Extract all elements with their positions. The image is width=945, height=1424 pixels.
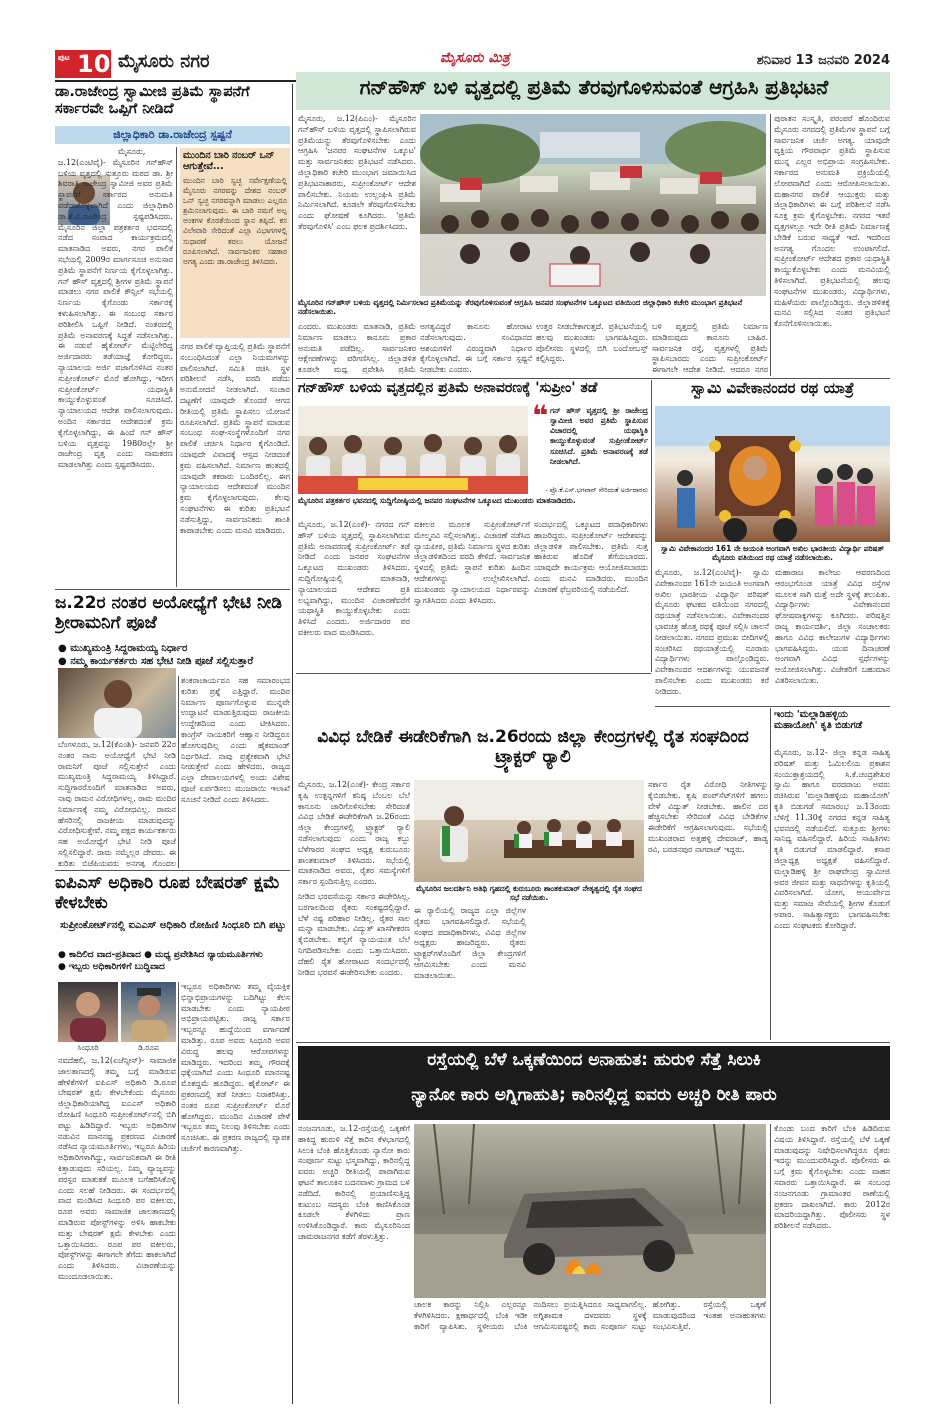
left-story1-headline: ಡಾ.ರಾಜೇಂದ್ರ ಸ್ವಾಮೀಜಿ ಪ್ರತಿಮೆ ಸ್ಥಾಪನೆಗೆ ಸರ್ಕಾರವೇ ಒಪ್ಪಿಗೆ ನೀಡಿದೆ xyxy=(55,84,250,117)
tractor-col1: ಮೈಸೂರು, ಜ.12(ಎಂಕೆ)- ಕೇಂದ್ರ ಸರ್ಕಾರ ಕೃಷಿ ಉತ್ಪನ್ನಗಳಿಗೆ ಕನಿಷ್ಠ ಬೆಂಬಲ ಬೆಲೆ ಕಾನೂನು ಜಾರಿಗೊಳಿಸಬೇಕು ಸೇರಿದಂತೆ ವಿವಿಧ ಬೇಡಿಕೆ ಈಡೇರಿಕೆಗಾಗಿ ಜ.26ರಂದು ಜಿಲ್ಲಾ ಕೇಂದ್ರಗಳಲ್ಲಿ ಟ್ರ್ಯಾಕ್ಟರ್ ರ್‍ಯಾಲಿ ನಡೆಸಲಾಗುವುದು ಎಂದು ರಾಜ್ಯ ಕಬ್ಬು ಬೆಳೆಗಾರರ ಸಂಘದ ಅಧ್ಯಕ್ಷ ಕುರುಬೂರು ಶಾಂತಕುಮಾರ್ ತಿಳಿಸಿದರು. ಸಭೆಯಲ್ಲಿ ಮಾತನಾಡಿದ ಅವರು, ರೈತರ ಸಮಸ್ಯೆಗಳಿಗೆ ಸರ್ಕಾರ ಸ್ಪಂದಿಸುತ್ತಿಲ್ಲ ಎಂದರು. xyxy=(298,780,410,887)
ratha-col1: ಮೈಸೂರು, ಜ.12(ಎಂಟಿವೈ)- ಸ್ವಾಮಿ ವಿವೇಕಾನಂದರ 161ನೇ ಜಯಂತಿ ಅಂಗವಾಗಿ ಅಖಿಲ ಭಾರತೀಯ ವಿದ್ಯಾರ್ಥಿ ಪರಿಷತ್ ಮೈಸೂರು ಘಟಕದ ವತಿಯಿಂದ ನಗರದಲ್ಲಿ ರಥಯಾತ್ರೆ ನಡೆಸಲಾಯಿತು. ವಿವೇಕಾನಂದರ ಭಾವಚಿತ್ರ ಹೊತ್ತ ರಥಕ್ಕೆ ಪೂಜೆ ಸಲ್ಲಿಸಿ ಚಾಲನೆ ನೀಡಲಾಯಿತು. ನಗರದ ಪ್ರಮುಖ ಬೀದಿಗಳಲ್ಲಿ ಸಂಚರಿಸಿದ ರಥಯಾತ್ರೆಯಲ್ಲಿ ನೂರಾರು ವಿದ್ಯಾರ್ಥಿಗಳು ಪಾಲ್ಗೊಂಡಿದ್ದರು. ವಿವೇಕಾನಂದರ ಆದರ್ಶಗಳನ್ನು ಯುವಜನತೆ ಪಾಲಿಸಬೇಕು ಎಂದು ಮುಖಂಡರು ಕರೆ ನೀಡಿದರು. xyxy=(655,568,769,696)
car-headline-line2: ನ್ಯಾನೋ ಕಾರು ಅಗ್ನಿಗಾಹುತಿ; ಕಾರಿನಲ್ಲಿದ್ದ ಐವರು ಅಚ್ಚರಿ ರೀತಿ ಪಾರು xyxy=(411,1085,777,1105)
left-story3-body: ನವದೆಹಲಿ, ಜ.12(ಏಜೆನ್ಸೀಸ್)- ಸಾಮಾಜಿಕ ಜಾಲತಾಣದಲ್ಲಿ ತಮ್ಮ ಬಗ್ಗೆ ಮಾಡಿರುವ ಹೇಳಿಕೆಗಳಿಗೆ ಐಪಿಎಸ್ ಅಧಿಕಾರಿ ಡಿ.ರೂಪ ಬೇಷರತ್ ಕ್ಷಮೆ ಕೇಳಬೇಕೆಂದು ಮೈಸೂರು ಜಿಲ್ಲಾಧಿಕಾರಿಯಾಗಿದ್ದ ಐಎಎಸ್ ಅಧಿಕಾರಿ ರೋಹಿಣಿ ಸಿಂಧೂರಿ ಸುಪ್ರೀಂಕೋರ್ಟ್‌ನಲ್ಲಿ ಬಿಗಿ ಪಟ್ಟು ಹಿಡಿದಿದ್ದಾರೆ. ಇಬ್ಬರು ಅಧಿಕಾರಿಗಳ ನಡುವಿನ ಮಾನನಷ್ಟ ಪ್ರಕರಣದ ವಿಚಾರಣೆ ನಡೆಸಿದ ನ್ಯಾಯಮೂರ್ತಿಗಳು, ಇಬ್ಬರೂ ಹಿರಿಯ ಅಧಿಕಾರಿಗಳಾಗಿದ್ದು, ಸಾರ್ವಜನಿಕವಾಗಿ ಈ ರೀತಿ ಕಿತ್ತಾಡುವುದು ಸರಿಯಲ್ಲ. ನಿಮ್ಮ ವ್ಯಾಜ್ಯವನ್ನು ಪರಸ್ಪರ ಮಾತುಕತೆ ಮೂಲಕ ಬಗೆಹರಿಸಿಕೊಳ್ಳಿ ಎಂದು ಸಲಹೆ ನೀಡಿದರು. ಈ ಸಂದರ್ಭದಲ್ಲಿ ವಾದ ಮಂಡಿಸಿದ ಸಿಂಧೂರಿ ಪರ ವಕೀಲರು, ರೂಪ ಅವರು ಸಾಮಾಜಿಕ ಜಾಲತಾಣದಲ್ಲಿ ಮಾಡಿರುವ ಪೋಸ್ಟ್‌ಗಳನ್ನು ಅಳಿಸಿ ಹಾಕಬೇಕು ಮತ್ತು ಬೇಷರತ್ ಕ್ಷಮೆ ಕೇಳಬೇಕು ಎಂದು ಒತ್ತಾಯಿಸಿದರು. ರೂಪ ಪರ ವಕೀಲರು, ಪೋಸ್ಟ್‌ಗಳನ್ನು ಈಗಾಗಲೇ ತೆಗೆದು ಹಾಕಲಾಗಿದೆ ಎಂದು ತಿಳಿಸಿದರು. ವಿಚಾರಣೆಯನ್ನು ಮುಂದೂಡಲಾಯಿತು. xyxy=(58,1056,176,1281)
quote-mark-icon: ❝ xyxy=(532,404,549,432)
speaker-icon xyxy=(58,668,176,738)
bullet-a: ● ಕಾದಿಲಿದ ವಾದ-ಪ್ರತಿವಾದ ● ಮಧ್ಯ ಪ್ರವೇಶಿಸಿದ ನ್ಯಾಯಮೂರ್ತಿಗಳು xyxy=(58,950,263,960)
car-headline-line1: ರಸ್ತೆಯಲ್ಲಿ ಬೆಳೆ ಒಕ್ಕಣೆಯಿಂದ ಅನಾಹುತ: ಹುರುಳಿ ಸೆತ್ತೆ ಸಿಲುಕಿ xyxy=(427,1050,761,1070)
cm-photo xyxy=(58,668,176,738)
press-meet-icon xyxy=(298,406,528,494)
tractor-col3 xyxy=(530,906,644,1040)
lead-below-col2: ಅಗತ್ಯವಿದ್ದರೆ ಕಾನೂನು ಹೋರಾಟ ನಡೆಸಲಾಗುವುದು. ಸಂವಿಧಾನದ ಆಶಯಗಳಿಗೆ ವಿರುದ್ಧವಾಗಿ ನಿರ್ಧಾರ ಕೈಗೊಳ್ಳಲಾಗಿದೆ. ಈ ಬಗ್ಗೆ ಸರ್ಕಾರ ಸ್ಪಷ್ಟನೆ ನೀಡಬೇಕು ಎಂದರು. xyxy=(420,322,532,374)
sc-quote-box xyxy=(532,404,648,496)
left-story3-headline: ಐಪಿಎಸ್ ಅಧಿಕಾರಿ ರೂಪ ಬೇಷರತ್ ಕ್ಷಮೆ ಕೇಳಬೇಕು xyxy=(55,874,280,913)
tractor-col2: ಈ ರ್‍ಯಾಲಿಯಲ್ಲಿ ರಾಜ್ಯದ ಎಲ್ಲಾ ಜಿಲ್ಲೆಗಳ ರೈತರು ಭಾಗವಹಿಸಲಿದ್ದಾರೆ. ಸಭೆಯಲ್ಲಿ ಸಂಘದ ಪದಾಧಿಕಾರಿಗಳು, ವಿವಿಧ ಜಿಲ್ಲೆಗಳ ಅಧ್ಯಕ್ಷರು ಹಾಜರಿದ್ದರು. ರೈತರು ಟ್ರ್ಯಾಕ್ಟರ್‌ಗಳೊಂದಿಗೆ ಜಿಲ್ಲಾ ಕೇಂದ್ರಗಳಿಗೆ ಆಗಮಿಸಬೇಕು ಎಂದು ಮನವಿ ಮಾಡಲಾಯಿತು. xyxy=(414,906,526,980)
left-story3-sub: ಸುಪ್ರೀಂಕೋರ್ಟ್‌ನಲ್ಲಿ ಐಎಎಸ್ ಅಧಿಕಾರಿ ರೋಹಿಣಿ ಸಿಂಧೂರಿ ಬಿಗಿ ಪಟ್ಟು xyxy=(60,920,286,931)
left-box-title: ಮುಂದಿನ ಬಾರಿ ನಂಬರ್ ಒನ್ ಆಗುತ್ತೇವೆ... xyxy=(183,150,275,172)
bullet-1: ● ಮುಖ್ಯಮಂತ್ರಿ ಸಿದ್ದರಾಮಯ್ಯ ನಿರ್ಧಾರ xyxy=(58,643,188,654)
lead-below-col1: ಎಂದರು. ಮುಖಂಡರು ಮಾತನಾಡಿ, ಪ್ರತಿಮೆ ನಿರ್ಮಾಣ ಮಾಡಲು ಕಾನೂನು ಪ್ರಕಾರ ಅನುಮತಿ ಪಡೆದಿಲ್ಲ. ಸಾರ್ವಜನಿಕರ ಆಕ್ಷೇಪಣೆಗಳನ್ನು ಪರಿಗಣಿಸಿಲ್ಲ. ಜಿಲ್ಲಾಡಳಿತ ಕೂಡಲೇ ಮಧ್ಯ ಪ್ರವೇಶಿಸಿ ಪ್ರತಿಮೆ xyxy=(298,322,416,374)
page-number-box xyxy=(55,50,111,78)
left-story1-sub-band xyxy=(55,126,290,144)
left-story1-body-col2: ನಗರ ಪಾಲಿಕೆ ವ್ಯಾಪ್ತಿಯಲ್ಲಿ ಪ್ರತಿಮೆ ಸ್ಥಾಪನೆಗೆ ಸಂಬಂಧಿಸಿದಂತೆ ಎಲ್ಲಾ ನಿಯಮಗಳನ್ನು ಪಾಲಿಸಲಾಗಿದೆ. ಸಮಿತಿ ರಚಿಸಿ ಸ್ಥಳ ಪರಿಶೀಲನೆ ನಡೆಸಿ, ವರದಿ ಪಡೆದು ಅನುಮೋದನೆ ನೀಡಲಾಗಿದೆ. ಸಂಚಾರ ದಟ್ಟಣೆಗೆ ಯಾವುದೇ ತೊಂದರೆ ಆಗದ ರೀತಿಯಲ್ಲಿ ಪ್ರತಿಮೆ ಸ್ಥಾಪಿಸಲು ಯೋಜನೆ ರೂಪಿಸಲಾಗಿದೆ. ಪ್ರತಿಮೆ ಸ್ಥಾಪನೆ ಮಾಡುವ ಸಂಬಂಧ ಸಂಘ-ಸಂಸ್ಥೆಗಳೊಂದಿಗೆ ನಗರ ಪಾಲಿಕೆ ಚರ್ಚಿಸಿ ನಿರ್ಧಾರ ಕೈಗೊಂಡಿದೆ. ಯಾವುದೇ ವಿವಾದಕ್ಕೆ ಆಸ್ಪದ ನೀಡದಂತೆ ಕ್ರಮ ವಹಿಸಲಾಗಿದೆ. ನಿರ್ಮಾಣ ಹಂತದಲ್ಲಿ ಯಾವುದೇ ತಕರಾರು ಬಂದಿರಲಿಲ್ಲ. ಈಗ ನ್ಯಾಯಾಲಯದ ಆದೇಶದಂತೆ ಮುಂದಿನ ಕ್ರಮ ಕೈಗೊಳ್ಳಲಾಗುವುದು. ಕೆಲವು ಸಂಘಟನೆಗಳು ಈ ಕುರಿತು ಪ್ರತಿಭಟನೆ ನಡೆಸುತ್ತಿದ್ದು, ಸಾರ್ವಜನಿಕರು ಶಾಂತಿ ಕಾಪಾಡಬೇಕು ಎಂದು ಮನವಿ ಮಾಡಿದರು. xyxy=(180,342,290,535)
lead-col1: ಮೈಸೂರು, ಜ.12(ಪಿಎಂ)- ಮೈಸೂರಿನ ಗನ್‌ಹೌಸ್ ಬಳಿಯ ವೃತ್ತದಲ್ಲಿ ಸ್ಥಾಪಿಸಲಾಗಿರುವ ಪ್ರತಿಮೆಯನ್ನು ತೆರವುಗೊಳಿಸಬೇಕು ಎಂದು ಆಗ್ರಹಿಸಿ 'ಜನಪರ ಸಂಘಟನೆಗಳ ಒಕ್ಕೂಟ' ಮತ್ತು ಸಾರ್ವಜನಿಕರು ಪ್ರತಿಭಟನೆ ನಡೆಸಿದರು. ಜಿಲ್ಲಾಧಿಕಾರಿ ಕಚೇರಿ ಮುಂಭಾಗ ಜಮಾಯಿಸಿದ ಪ್ರತಿಭಟನಾಕಾರರು, ಸುಪ್ರೀಂಕೋರ್ಟ್ ಆದೇಶ ಪಾಲಿಸಬೇಕು. ನಿಯಮ ಉಲ್ಲಂಘಿಸಿ ಪ್ರತಿಮೆ ನಿರ್ಮಿಸಲಾಗಿದೆ. ಕೂಡಲೇ ತೆರವುಗೊಳಿಸಬೇಕು ಎಂದು ಘೋಷಣೆ ಕೂಗಿದರು. 'ಪ್ರತಿಮೆ ತೆರವುಗೊಳಿಸಿ' ಎಂಬ ಫಲಕ ಪ್ರದರ್ಶಿಸಿದರು. xyxy=(298,114,416,231)
tractor-caption: ಮೈಸೂರಿನ ಜಲದರ್ಶಿನಿ ಅತಿಥಿ ಗೃಹದಲ್ಲಿ ಕುರುಬೂರು ಶಾಂತಕುಮಾರ್ ನೇತೃತ್ವದಲ್ಲಿ ರೈತ ಸಂಘದ ಸಭೆ ನಡೆಯಿತು. xyxy=(416,884,642,903)
person-icon xyxy=(58,982,118,1042)
left-story1-body: ಮೈಸೂರು, ಜ.12(ಎಂಟಿವೈ)- ಮೈಸೂರಿನ ಗನ್‌ಹೌಸ್ ಬಳಿಯ ವೃತ್ತದಲ್ಲಿ ಸುತ್ತೂರು ಮಠದ ಡಾ. ಶ್ರೀ ಶಿವರಾತ್ರಿ ರಾಜೇಂದ್ರ ಸ್ವಾಮೀಜಿ ಅವರ ಪ್ರತಿಮೆ ಸ್ಥಾಪನೆಗೆ ಸರ್ಕಾರದ ಅನುಮತಿ ಪಡೆದುಕೊಳ್ಳಲಾಗಿದೆ ಎಂದು ಜಿಲ್ಲಾಧಿಕಾರಿ ಡಾ.ಕೆ.ವಿ.ರಾಜೇಂದ್ರ ಸ್ಪಷ್ಟಪಡಿಸಿದರು. ಮೈಸೂರಿನ ಜಿಲ್ಲಾ ಪತ್ರಕರ್ತರ ಭವನದಲ್ಲಿ ನಡೆದ ಸಂವಾದ ಕಾರ್ಯಕ್ರಮದಲ್ಲಿ ಮಾತನಾಡಿದ ಅವರು, ನಗರ ಪಾಲಿಕೆ ಸಭೆಯಲ್ಲಿ 2009ರ ಮಾರ್ಗಸೂಚಿ ಅನುಸಾರ ಪ್ರತಿಮೆ ಸ್ಥಾಪನೆಗೆ ನಿರ್ಣಯ ಕೈಗೊಳ್ಳಲಾಗಿತ್ತು. ಗನ್ ಹೌಸ್ ವೃತ್ತದಲ್ಲಿ ಶ್ರೀಗಳ ಪ್ರತಿಮೆ ಸ್ಥಾಪನೆ ಮಾಡಲು ನಗರ ಪಾಲಿಕೆ ಕೌನ್ಸಿಲ್ ಸಭೆಯಲ್ಲಿ ನಿರ್ಣಯ ಕೈಗೊಂಡು ಸರ್ಕಾರಕ್ಕೆ ಕಳುಹಿಸಲಾಗಿತ್ತು. ಈ ಸಂಬಂಧ ಸರ್ಕಾರ ಪರಿಶೀಲಿಸಿ ಒಪ್ಪಿಗೆ ನೀಡಿದೆ. ನಂತರದಲ್ಲಿ ಪ್ರತಿಮೆ ಅನಾವರಣಕ್ಕೆ ಸಿದ್ಧತೆ ನಡೆಸಲಾಗಿತ್ತು. ಈ ನಡುವೆ ಹೈಕೋರ್ಟ್ ಮೆಟ್ಟಿಲೇರಿದ್ದ ಅರ್ಜಿದಾರರು ತಡೆಯಾಜ್ಞೆ ಕೋರಿದ್ದರು. ನ್ಯಾಯಾಲಯ ಅರ್ಜಿ ವಜಾಗೊಳಿಸಿದ ನಂತರ ಸುಪ್ರೀಂಕೋರ್ಟ್ ಮೊರೆ ಹೋಗಿದ್ದು, ಇದೀಗ ಸುಪ್ರೀಂಕೋರ್ಟ್ ಯಥಾಸ್ಥಿತಿ ಕಾಯ್ದುಕೊಳ್ಳುವಂತೆ ಸೂಚಿಸಿದೆ. ನ್ಯಾಯಾಲಯದ ಆದೇಶ ಪಾಲಿಸಲಾಗುವುದು. ಅಂದಿನ ಸರ್ಕಾರದ ಆದೇಶದಂತೆ ಕ್ರಮ ಕೈಗೊಳ್ಳಲಾಗಿದ್ದು, ಈ ಹಿಂದೆ ಗನ್ ಹೌಸ್ ಬಳಿಯ ವೃತ್ತವನ್ನು 1980ರಲ್ಲೇ ಶ್ರೀ ರಾಜೇಂದ್ರ ವೃತ್ತ ಎಂದು ನಾಮಕರಣ ಮಾಡಲಾಗಿತ್ತು ಎಂದು ಸ್ಪಷ್ಟಪಡಿಸಿದರು. xyxy=(58,147,173,470)
meeting-icon xyxy=(414,780,644,882)
car-col3: ಕೊಂಡು ಬಂದ ಕಾರಿಗೆ ಬೆಂಕಿ ಹಿಡಿದಿರುವ ವಿಷಯ ತಿಳಿಸಿದ್ದಾರೆ. ರಸ್ತೆಯಲ್ಲಿ ಬೆಳೆ ಒಕ್ಕಣೆ ಮಾಡುವುದನ್ನು ನಿಷೇಧಿಸಲಾಗಿದ್ದರೂ ರೈತರು ಇದನ್ನು ಮುಂದುವರಿಸಿದ್ದಾರೆ. ಪೊಲೀಸರು ಈ ಬಗ್ಗೆ ಕ್ರಮ ಕೈಗೊಳ್ಳಬೇಕು ಎಂದು ವಾಹನ ಸವಾರರು ಒತ್ತಾಯಿಸಿದ್ದಾರೆ. ಈ ಸಂಬಂಧ ನಂಜನಗೂಡು ಗ್ರಾಮಾಂತರ ಠಾಣೆಯಲ್ಲಿ ಪ್ರಕರಣ ದಾಖಲಾಗಿದೆ. ಕಾರು 2012ರ ಮಾದರಿಯದ್ದಾಗಿತ್ತು. ಪೊಲೀಸರು ಸ್ಥಳ ಪರಿಶೀಲನೆ ನಡೆಸಿದರು. xyxy=(774,1124,890,1231)
officer-icon xyxy=(121,982,176,1042)
lead-headline: ಗನ್‌ಹೌಸ್ ಬಳಿ ವೃತ್ತದಲ್ಲಿ ಪ್ರತಿಮೆ ತೆರವುಗೊಳಿಸುವಂತೆ ಆಗ್ರಹಿಸಿ ಪ್ರತಿಭಟನೆ xyxy=(359,76,829,99)
left-story2-headline: ಜ.22ರ ನಂತರ ಅಯೋಧ್ಯೆಗೆ ಭೇಟಿ ನೀಡಿ ಶ್ರೀರಾಮನಿಗೆ ಪೂಜೆ xyxy=(55,594,283,633)
car-col1: ನಂಜನಗೂಡು, ಜ.12-ರಸ್ತೆಯಲ್ಲಿ ಒಕ್ಕಣೆಗೆ ಹಾಕಿದ್ದ ಹುರುಳಿ ಸೆತ್ತೆ ಕಾರಿನ ಕೆಳಭಾಗದಲ್ಲಿ ಸಿಲುಕಿ ಬೆಂಕಿ ಹೊತ್ತಿಕೊಂಡು ನ್ಯಾನೋ ಕಾರು ಸಂಪೂರ್ಣ ಸುಟ್ಟು ಭಸ್ಮವಾಗಿದ್ದು, ಕಾರಿನಲ್ಲಿದ್ದ ಐವರು ಅಚ್ಚರಿ ರೀತಿಯಲ್ಲಿ ಪಾರಾಗಿರುವ ಘಟನೆ ತಾಲೂಕಿನ ಬದನವಾಳು ಗ್ರಾಮದ ಬಳಿ ನಡೆದಿದೆ. ಕಾರಿನಲ್ಲಿ ಪ್ರಯಾಣಿಸುತ್ತಿದ್ದ ಕುಟುಂಬ ಸದಸ್ಯರು ಬೆಂಕಿ ಕಾಣಿಸಿಕೊಂಡ ಕೂಡಲೇ ಕೆಳಗಿಳಿದು ಪ್ರಾಣ ಉಳಿಸಿಕೊಂಡಿದ್ದಾರೆ. ಕಾರು ಮೈಸೂರಿನಿಂದ ಚಾಮರಾಜನಗರ ಕಡೆಗೆ ತೆರಳುತ್ತಿತ್ತು. xyxy=(298,1124,410,1241)
protest-photo xyxy=(420,114,766,296)
tractor-headline: ವಿವಿಧ ಬೇಡಿಕೆ ಈಡೇರಿಕೆಗಾಗಿ ಜ.26ರಂದು ಜಿಲ್ಲಾ ಕೇಂದ್ರಗಳಲ್ಲಿ ರೈತ ಸಂಘದಿಂದ ಟ್ರ್ಯಾಕ್ಟರ್ ರ್‍ಯಾಲಿ xyxy=(317,728,749,767)
book-headline: ಇಂದು 'ಮಲ್ಲಾಡಿಹಳ್ಳಿಯ ಮಹಾಯೋಗಿ' ಕೃತಿ ಬಿಡುಗಡೆ xyxy=(774,710,863,731)
issue-date: ಶನಿವಾರ 13 ಜನವರಿ 2024 xyxy=(756,54,890,68)
tractor-col4: ಸರ್ಕಾರ ರೈತ ವಿರೋಧಿ ನೀತಿಗಳನ್ನು ಕೈಬಿಡಬೇಕು. ಕೃಷಿ ಪಂಪ್‌ಸೆಟ್‌ಗಳಿಗೆ ಹಗಲು ವೇಳೆ ವಿದ್ಯುತ್ ನೀಡಬೇಕು. ಹಾಲಿನ ದರ ಹೆಚ್ಚಿಸಬೇಕು ಸೇರಿದಂತೆ ವಿವಿಧ ಬೇಡಿಕೆಗಳ ಈಡೇರಿಕೆಗೆ ಆಗ್ರಹಿಸಲಾಗುವುದು. ಸಭೆಯಲ್ಲಿ ಮುಖಂಡರಾದ ಅತ್ತಹಳ್ಳಿ ದೇವರಾಜ್, ಹಾಡ್ಯ ರವಿ, ಬರಡನಪುರ ನಾಗರಾಜ್ ಇದ್ದರು. xyxy=(648,780,768,854)
bullet-b: ● ಇಬ್ಬರು ಅಧಿಕಾರಿಗಳಿಗೆ ಬುದ್ಧಿವಾದ xyxy=(58,961,165,972)
left-story2-body-col2: ಶಂಕರಾಚಾರ್ಯರೂ ಸಹ ಸಮಾರಂಭದ ಕುರಿತು ಪ್ರಶ್ನೆ ಎತ್ತಿದ್ದಾರೆ. ಮಂದಿರ ನಿರ್ಮಾಣ ಪೂರ್ಣಗೊಳ್ಳುವ ಮುನ್ನವೇ ಉದ್ಘಾಟನೆ ಮಾಡುತ್ತಿರುವುದು ರಾಜಕೀಯ ಉದ್ದೇಶದಿಂದ ಎಂದು ಟೀಕಿಸಿದರು. ಕಾಂಗ್ರೆಸ್ ನಾಯಕರಿಗೆ ಆಹ್ವಾನ ನೀಡಿದ್ದರೂ ಹೋಗುವುದಿಲ್ಲ ಎಂದು ಹೈಕಮಾಂಡ್ ನಿರ್ಧರಿಸಿದೆ. ನಾವು ಪ್ರತ್ಯೇಕವಾಗಿ ಭೇಟಿ ನೀಡುತ್ತೇವೆ ಎಂದು ಹೇಳಿದರು. ರಾಜ್ಯದ ಎಲ್ಲಾ ದೇವಾಲಯಗಳಲ್ಲಿ ಅಂದು ವಿಶೇಷ ಪೂಜೆ ಏರ್ಪಡಿಸಲು ಮುಜರಾಯಿ ಇಲಾಖೆ ಸೂಚನೆ ನೀಡಿದೆ ಎಂದು ತಿಳಿಸಿದರು. xyxy=(181,676,290,804)
ratha-caption: ಸ್ವಾಮಿ ವಿವೇಕಾನಂದರ 161 ನೇ ಜಯಂತಿ ಅಂಗವಾಗಿ ಅಖಿಲ ಭಾರತೀಯ ವಿದ್ಯಾರ್ಥಿ ಪರಿಷತ್ ಮೈಸೂರು ವತಿಯಿಂದ ರಥ ಯಾತ್ರೆ ನಡೆಸಲಾಯಿತು. xyxy=(660,544,885,563)
sc-col3: ಸಂದರ್ಭದಲ್ಲಿ ಒಕ್ಕೂಟದ ಪದಾಧಿಕಾರಿಗಳು ಹಾಜರಿದ್ದರು. ಸುಪ್ರೀಂಕೋರ್ಟ್ ಆದೇಶವನ್ನು ಜಿಲ್ಲಾಡಳಿತ ಪಾಲಿಸಬೇಕು. ಪ್ರತಿಮೆ ಸುತ್ತ ಹಾಕಿರುವ ಹೊದಿಕೆ ತೆಗೆಯಬಾರದು. ಯಾವುದೇ ಕಾರ್ಯಕ್ರಮ ಆಯೋಜಿಸಬಾರದು ಎಂದು ಮನವಿ ಮಾಡಿದರು. ಮುಂದಿನ ವಿಚಾರಣೆ ಫೆಬ್ರವರಿಯಲ್ಲಿ ನಡೆಯಲಿದೆ. xyxy=(534,520,648,594)
sc-quote-author: - ಪ್ರೊ.ಕೆ.ಎಸ್.ಭಗವಾನ್ ಸೇರಿದಂತೆ ಅರ್ಜಿದಾರರು xyxy=(545,486,648,494)
ratha-headline: ಸ್ವಾಮಿ ವಿವೇಕಾನಂದರ ರಥ ಯಾತ್ರೆ xyxy=(691,380,854,397)
left-box-text: ಮುಂದಿನ ಬಾರಿ ಸ್ವಚ್ಛ ಸರ್ವೇಕ್ಷಣೆಯಲ್ಲಿ ಮೈಸೂರು ನಗರವನ್ನು ದೇಶದ ನಂಬರ್ ಒನ್ ಸ್ವಚ್ಛ ನಗರವನ್ನಾಗಿ ಮಾಡಲು ಎಲ್ಲರೂ ಶ್ರಮಿಸಲಾಗುವುದು. ಈ ಬಾರಿ ನಮಗೆ ಅಲ್ಪ ಅಂಕಗಳ ಕೊರತೆಯಿಂದ ಸ್ಥಾನ ತಪ್ಪಿದೆ. ಕಸ ವಿಲೇವಾರಿ ಸೇರಿದಂತೆ ಎಲ್ಲಾ ವಿಭಾಗಗಳಲ್ಲಿ ಸುಧಾರಣೆ ತರಲು ಯೋಜನೆ ರೂಪಿಸಲಾಗಿದೆ. ಸಾರ್ವಜನಿಕರ ಸಹಕಾರ ಅಗತ್ಯ ಎಂದು ಡಾ.ರಾಜೇಂದ್ರ ತಿಳಿಸಿದರು. xyxy=(183,175,287,266)
chariot-icon xyxy=(655,406,890,542)
paper-name: ಮೈಸೂರು ಮಿತ್ರ xyxy=(440,50,510,66)
farmers-meeting-photo xyxy=(414,780,644,882)
bullet-2: ● ನಮ್ಮ ಕಾರ್ಯಕರ್ತರು ಸಹ ಭೇಟಿ ನೀಡಿ ಪೂಜೆ ಸಲ್ಲಿಸುತ್ತಾರೆ xyxy=(58,656,254,667)
sc-photo-caption: ಮೈಸೂರಿನ ಪತ್ರಕರ್ತರ ಭವನದಲ್ಲಿ ಸುದ್ದಿಗೋಷ್ಠಿಯಲ್ಲಿ ಜನಪರ ಸಂಘಟನೆಗಳ ಒಕ್ಕೂಟದ ಮುಖಂಡರು ಮಾತನಾಡಿದರು. xyxy=(298,496,576,505)
sc-quote: ಗನ್ ಹೌಸ್ ವೃತ್ತದಲ್ಲಿ ಶ್ರೀ ರಾಜೇಂದ್ರ ಸ್ವಾಮೀಜಿ ಅವರ ಪ್ರತಿಮೆ ಸ್ಥಾಪಿಸುವ ವಿಚಾರದಲ್ಲಿ ಯಥಾಸ್ಥಿತಿ ಕಾಯ್ದುಕೊಳ್ಳುವಂತೆ ಸುಪ್ರೀಂಕೋರ್ಟ್ ಸೂಚಿಸಿದೆ. ಪ್ರತಿಮೆ ಅನಾವರಣಕ್ಕೆ ತಡೆ ನೀಡಲಾಗಿದೆ. xyxy=(550,406,648,466)
left-story1-sub: ಜಿಲ್ಲಾಧಿಕಾರಿ ಡಾ.ರಾಜೇಂದ್ರ ಸ್ಪಷ್ಟನೆ xyxy=(113,128,232,141)
section-name: ಮೈಸೂರು ನಗರ xyxy=(118,52,210,72)
left-story2-body: ಬೆಂಗಳೂರು, ಜ.12(ಕೆಎಂಶಿ)- ಜನವರಿ 22ರ ನಂತರ ನಾನು ಅಯೋಧ್ಯೆಗೆ ಭೇಟಿ ನೀಡಿ ರಾಮನಿಗೆ ಪೂಜೆ ಸಲ್ಲಿಸುತ್ತೇನೆ ಎಂದು ಮುಖ್ಯಮಂತ್ರಿ ಸಿದ್ದರಾಮಯ್ಯ ತಿಳಿಸಿದ್ದಾರೆ. ಸುದ್ದಿಗಾರರೊಂದಿಗೆ ಮಾತನಾಡಿದ ಅವರು, ನಾವು ರಾಮನ ವಿರೋಧಿಗಳಲ್ಲ. ರಾಮ ಮಂದಿರ ನಿರ್ಮಾಣಕ್ಕೆ ನಮ್ಮ ವಿರೋಧವಿಲ್ಲ. ರಾಮನ ಹೆಸರಿನಲ್ಲಿ ರಾಜಕೀಯ ಮಾಡುವುದನ್ನು ವಿರೋಧಿಸುತ್ತೇವೆ. ನಮ್ಮ ಪಕ್ಷದ ಕಾರ್ಯಕರ್ತರು ಸಹ ಅಯೋಧ್ಯೆಗೆ ಭೇಟಿ ನೀಡಿ ಪೂಜೆ ಸಲ್ಲಿಸಲಿದ್ದಾರೆ. ರಾಮ ನಮ್ಮೆಲ್ಲರ ದೇವರು. ಈ ಕುರಿತು ಬಿಜೆಪಿಯವರು ಅನಗತ್ಯ ಗೊಂದಲ xyxy=(58,740,176,868)
left-story3-body-col2: ಇಬ್ಬರೂ ಅಧಿಕಾರಿಗಳು ತಮ್ಮ ವೈಯಕ್ತಿಕ ಭಿನ್ನಾಭಿಪ್ರಾಯಗಳನ್ನು ಬದಿಗಿಟ್ಟು ಕೆಲಸ ಮಾಡಬೇಕು ಎಂದು ನ್ಯಾಯಪೀಠ ಅಭಿಪ್ರಾಯಪಟ್ಟಿತು. ರಾಜ್ಯ ಸರ್ಕಾರ ಇಬ್ಬರನ್ನೂ ಹುದ್ದೆಯಿಂದ ವರ್ಗಾವಣೆ ಮಾಡಿತ್ತು. ರೂಪ ಅವರು ಸಿಂಧೂರಿ ಅವರ ವಿರುದ್ಧ ಹಲವು ಆರೋಪಗಳನ್ನು ಮಾಡಿದ್ದರು. ಇದರಿಂದ ತಮ್ಮ ಗೌರವಕ್ಕೆ ಧಕ್ಕೆಯಾಗಿದೆ ಎಂದು ಸಿಂಧೂರಿ ಮಾನನಷ್ಟ ಮೊಕದ್ದಮೆ ಹೂಡಿದ್ದರು. ಹೈಕೋರ್ಟ್ ಈ ಪ್ರಕರಣದಲ್ಲಿ ತಡೆ ನೀಡಲು ನಿರಾಕರಿಸಿತ್ತು. ನಂತರ ರೂಪ ಸುಪ್ರೀಂಕೋರ್ಟ್ ಮೊರೆ ಹೋಗಿದ್ದರು. ಮುಂದಿನ ವಿಚಾರಣೆ ವೇಳೆ ಇಬ್ಬರೂ ತಮ್ಮ ನಿಲುವು ತಿಳಿಸಬೇಕು ಎಂದು ಸೂಚಿಸಿತು. ಈ ಪ್ರಕರಣ ರಾಜ್ಯದಲ್ಲಿ ವ್ಯಾಪಕ ಚರ್ಚೆಗೆ ಕಾರಣವಾಗಿತ್ತು. xyxy=(181,982,290,1153)
sc-headline: ಗನ್‌ಹೌಸ್ ಬಳಿಯ ವೃತ್ತದಲ್ಲಿನ ಪ್ರತಿಮೆ ಅನಾವರಣಕ್ಕೆ 'ಸುಪ್ರೀಂ' ತಡೆ xyxy=(298,380,598,396)
ratha-photo xyxy=(655,406,890,542)
left-story3-bullets xyxy=(58,950,290,978)
left-box xyxy=(180,148,290,338)
page-label: ಪುಟ xyxy=(58,53,70,62)
press-meet-photo xyxy=(298,406,528,494)
lead-below-col4: ಬಳಿ ವೃತ್ತದಲ್ಲಿ ಪ್ರತಿಮೆ ನಿರ್ಮಾಣ ಮಾಡಿರುವುದು ಕಾನೂನು ಬಾಹಿರ. ಸಾರ್ವಜನಿಕ ರಸ್ತೆ, ವೃತ್ತಗಳಲ್ಲಿ ಪ್ರತಿಮೆ ಸ್ಥಾಪಿಸಬಾರದು ಎಂದು ಸುಪ್ರೀಂಕೋರ್ಟ್ ಈಗಾಗಲೇ ಆದೇಶ ನೀಡಿದೆ. ಆದರೂ ನಗರ xyxy=(652,322,768,374)
sindhuri-photo xyxy=(58,982,118,1042)
sc-col2: ವಕೀಲರ ಮೂಲಕ ಸುಪ್ರೀಂಕೋರ್ಟ್‌ಗೆ ಮೇಲ್ಮನವಿ ಸಲ್ಲಿಸಲಾಗಿತ್ತು. ವಿಚಾರಣೆ ನಡೆಸಿದ ನ್ಯಾಯಪೀಠ, ಪ್ರತಿಮೆ ನಿರ್ಮಾಣ ಸ್ಥಳದ ಕುರಿತು ಜಿಲ್ಲಾಡಳಿತದಿಂದ ವರದಿ ಕೇಳಿದೆ. ಸಾರ್ವಜನಿಕ ಸ್ಥಳದಲ್ಲಿ ಪ್ರತಿಮೆ ಸ್ಥಾಪನೆ ಕುರಿತು ಹಿಂದಿನ ಆದೇಶಗಳನ್ನು ಉಲ್ಲೇಖಿಸಲಾಗಿದೆ. ಮುಖಂಡರು ನ್ಯಾಯಾಲಯದ ನಿರ್ಧಾರವನ್ನು ಸ್ವಾಗತಿಸಿದರು ಎಂದು ತಿಳಿಸಿದರು. xyxy=(414,520,530,605)
page-number: 10 xyxy=(77,50,111,78)
sc-col1: ಮೈಸೂರು, ಜ.12(ಎಂಕೆ)- ನಗರದ ಗನ್ ಹೌಸ್ ಬಳಿಯ ವೃತ್ತದಲ್ಲಿ ಸ್ಥಾಪಿಸಲಾಗಿರುವ ಪ್ರತಿಮೆ ಅನಾವರಣಕ್ಕೆ ಸುಪ್ರೀಂಕೋರ್ಟ್ ತಡೆ ನೀಡಿದೆ ಎಂದು ಜನಪರ ಸಂಘಟನೆಗಳ ಒಕ್ಕೂಟದ ಮುಖಂಡರು ತಿಳಿಸಿದರು. ಸುದ್ದಿಗೋಷ್ಠಿಯಲ್ಲಿ ಮಾತನಾಡಿ, ನ್ಯಾಯಾಲಯದ ಆದೇಶದ ಪ್ರತಿ ಲಭ್ಯವಾಗಿದ್ದು, ಮುಂದಿನ ವಿಚಾರಣೆವರೆಗೆ ಯಥಾಸ್ಥಿತಿ ಕಾಯ್ದುಕೊಳ್ಳಬೇಕು ಎಂದು ತಿಳಿಸಿದೆ ಎಂದರು. ಅರ್ಜಿದಾರರ ಪರ ವಕೀಲರು ವಾದ ಮಂಡಿಸಿದರು. xyxy=(298,520,410,637)
ratha-col2: ಮಹಾರಾಜ ಕಾಲೇಜು ಆವರಣದಿಂದ ಆರಂಭಗೊಂಡ ಯಾತ್ರೆ ವಿವಿಧ ರಸ್ತೆಗಳ ಮೂಲಕ ಸಾಗಿ ಮತ್ತೆ ಅದೇ ಸ್ಥಳಕ್ಕೆ ತಲುಪಿತು. ವಿದ್ಯಾರ್ಥಿಗಳು ವಿವೇಕಾನಂದರ ಘೋಷವಾಕ್ಯಗಳನ್ನು ಕೂಗಿದರು. ಪರಿಷತ್ತಿನ ರಾಜ್ಯ ಕಾರ್ಯದರ್ಶಿ, ಜಿಲ್ಲಾ ಸಂಚಾಲಕರು ಹಾಗೂ ವಿವಿಧ ಕಾಲೇಜುಗಳ ವಿದ್ಯಾರ್ಥಿಗಳು ಭಾಗವಹಿಸಿದ್ದರು. ಯುವ ದಿನಾಚರಣೆ ಅಂಗವಾಗಿ ವಿವಿಧ ಸ್ಪರ್ಧೆಗಳನ್ನು ಆಯೋಜಿಸಲಾಗಿತ್ತು. ವಿಜೇತರಿಗೆ ಬಹುಮಾನ ವಿತರಿಸಲಾಯಿತು. xyxy=(775,568,890,685)
sindhuri-caption: ಸಿಂಧೂರಿ xyxy=(77,1043,99,1052)
car-col2: ಚಾಲಕ ಕಾರನ್ನು ನಿಲ್ಲಿಸಿ ಎಲ್ಲರನ್ನೂ ಕೆಳಗಿಳಿಸಿದರು. ಕ್ಷಣಾರ್ಧದಲ್ಲಿ ಬೆಂಕಿ ಇಡೀ ಕಾರಿಗೆ ವ್ಯಾಪಿಸಿತು. ಸ್ಥಳೀಯರು ಬೆಂಕಿ ನಂದಿಸಲು ಪ್ರಯತ್ನಿಸಿದರೂ ಸಾಧ್ಯವಾಗಲಿಲ್ಲ. ಅಗ್ನಿಶಾಮಕ ದಳದವರು ಸ್ಥಳಕ್ಕೆ ಆಗಮಿಸುವಷ್ಟರಲ್ಲಿ ಕಾರು ಸಂಪೂರ್ಣ ಸುಟ್ಟು ಹೋಗಿತ್ತು. ರಸ್ತೆಯಲ್ಲಿ ಒಕ್ಕಣೆ ಮಾಡುವುದರಿಂದ ಇಂತಹ ಅನಾಹುತಗಳು ಸಂಭವಿಸುತ್ತಿವೆ. xyxy=(414,1300,766,1331)
burnt-car-photo xyxy=(414,1124,766,1298)
lead-photo-caption: ಮೈಸೂರಿನ ಗನ್‌ಹೌಸ್ ಬಳಿಯ ವೃತ್ತದಲ್ಲಿ ನಿರ್ಮಿಸಲಾದ ಪ್ರತಿಮೆಯನ್ನು ತೆರವುಗೊಳಿಸುವಂತೆ ಆಗ್ರಹಿಸಿ ಜನಪರ ಸಂಘಟನೆಗಳ ಒಕ್ಕೂಟದ ವತಿಯಿಂದ ಜಿಲ್ಲಾಧಿಕಾರಿ ಕಚೇರಿ ಮುಂಭಾಗ ಪ್ರತಿಭಟನೆ ನಡೆಸಲಾಯಿತು. xyxy=(298,298,743,317)
roopa-caption: ಡಿ.ರೂಪ xyxy=(138,1043,159,1052)
protest-crowd-icon xyxy=(420,114,766,296)
burnt-car-icon xyxy=(414,1124,766,1298)
car-headline-band xyxy=(298,1046,890,1120)
roopa-photo xyxy=(121,982,176,1042)
lead-right-col: ಪುರಾತನ ಸಂಸ್ಕೃತಿ, ಪರಂಪರೆ ಹೊಂದಿರುವ ಮೈಸೂರು ನಗರದಲ್ಲಿ ಪ್ರತಿಮೆಗಳ ಸ್ಥಾಪನೆ ಬಗ್ಗೆ ಸಾರ್ವಜನಿಕ ಚರ್ಚೆ ಅಗತ್ಯ. ಯಾವುದೇ ವ್ಯಕ್ತಿಯ ಗೌರವಾರ್ಥ ಪ್ರತಿಮೆ ಸ್ಥಾಪಿಸುವ ಮುನ್ನ ಎಲ್ಲರ ಅಭಿಪ್ರಾಯ ಸಂಗ್ರಹಿಸಬೇಕು. ಸರ್ಕಾರದ ಅನುಮತಿ ಪ್ರಕ್ರಿಯೆಯಲ್ಲಿ ಲೋಪವಾಗಿದೆ ಎಂದು ಆರೋಪಿಸಲಾಯಿತು. ಮಹಾನಗರ ಪಾಲಿಕೆ ಆಯುಕ್ತರು ಮತ್ತು ಜಿಲ್ಲಾಧಿಕಾರಿಗಳು ಈ ಬಗ್ಗೆ ಪರಿಶೀಲನೆ ನಡೆಸಿ ಸೂಕ್ತ ಕ್ರಮ ಕೈಗೊಳ್ಳಬೇಕು. ನಗರದ ಇತರೆ ವೃತ್ತಗಳಲ್ಲೂ ಇದೇ ರೀತಿ ಪ್ರತಿಮೆ ನಿರ್ಮಾಣಕ್ಕೆ ಬೇಡಿಕೆ ಬರುವ ಸಾಧ್ಯತೆ ಇದೆ. ಇದರಿಂದ ಅನಗತ್ಯ ಗೊಂದಲ ಉಂಟಾಗಲಿದೆ. ಸುಪ್ರೀಂಕೋರ್ಟ್ ಆದೇಶದ ಪ್ರಕಾರ ಯಥಾಸ್ಥಿತಿ ಕಾಯ್ದುಕೊಳ್ಳಬೇಕು ಎಂದು ಮನವಿಯಲ್ಲಿ ತಿಳಿಸಲಾಗಿದೆ. ಪ್ರತಿಭಟನೆಯಲ್ಲಿ ಹಲವು ಸಂಘಟನೆಗಳ ಮುಖಂಡರು, ವಿದ್ಯಾರ್ಥಿಗಳು, ಮಹಿಳೆಯರು ಪಾಲ್ಗೊಂಡಿದ್ದರು. ಜಿಲ್ಲಾಡಳಿತಕ್ಕೆ ಮನವಿ ಸಲ್ಲಿಸಿದ ನಂತರ ಪ್ರತಿಭಟನೆ ಕೊನೆಗೊಳಿಸಲಾಯಿತು. xyxy=(774,114,890,329)
lead-below-col3: ಉತ್ತರ ನೀಡಬೇಕಾಗುತ್ತದೆ. ಪ್ರತಿಭಟನೆಯಲ್ಲಿ ಹಲವು ಮುಖಂಡರು ಭಾಗವಹಿಸಿದ್ದರು. ಪೊಲೀಸರು ಸ್ಥಳದಲ್ಲಿ ಬಿಗಿ ಬಂದೋಬಸ್ತ್ ಕಲ್ಪಿಸಿದ್ದರು. xyxy=(536,322,648,364)
tractor-col1b: ನೀಡಿದ ಭರವಸೆಯನ್ನು ಸರ್ಕಾರ ಈಡೇರಿಸಿಲ್ಲ. ಬರಗಾಲದಿಂದ ರೈತರು ಸಂಕಷ್ಟದಲ್ಲಿದ್ದಾರೆ. ಬೆಳೆ ನಷ್ಟ ಪರಿಹಾರ ನೀಡಿಲ್ಲ. ರೈತರ ಸಾಲ ಮನ್ನಾ ಮಾಡಬೇಕು. ವಿದ್ಯುತ್ ಖಾಸಗೀಕರಣ ಕೈಬಿಡಬೇಕು. ಕಬ್ಬಿಗೆ ನ್ಯಾಯಯುತ ಬೆಲೆ ನಿಗದಿಪಡಿಸಬೇಕು ಎಂದು ಒತ್ತಾಯಿಸಿದರು. ದೆಹಲಿ ರೈತ ಹೋರಾಟದ ಸಂದರ್ಭದಲ್ಲಿ ನೀಡಿದ ಭರವಸೆ ಈಡೇರಿಸಬೇಕು ಎಂದರು. xyxy=(298,892,410,977)
book-text: ಮೈಸೂರು, ಜ.12- ಜಿಲ್ಲಾ ಕನ್ನಡ ಸಾಹಿತ್ಯ ಪರಿಷತ್ ಮತ್ತು ಓಮಿಲಲಿಯ ಪ್ರಕಾಶನ ಸಂಯುಕ್ತಾಶ್ರಯದಲ್ಲಿ ಸಿ.ಕೆ.ಚಂದ್ರಶೇಖರ ಸ್ವಾಮಿ ಹಾಗೂ ವರದರಾಜು ಅವರು ರಚಿಸಿರುವ 'ಮಲ್ಲಾಡಿಹಳ್ಳಿಯ ಮಹಾಯೋಗಿ' ಕೃತಿ ಬಿಡುಗಡೆ ಸಮಾರಂಭ ಜ.13ರಂದು ಬೆಳಿಗ್ಗೆ 11.30ಕ್ಕೆ ನಗರದ ಕನ್ನಡ ಸಾಹಿತ್ಯ ಭವನದಲ್ಲಿ ನಡೆಯಲಿದೆ. ಸುತ್ತೂರು ಶ್ರೀಗಳು ಸಾನಿಧ್ಯ ವಹಿಸಲಿದ್ದಾರೆ. ಹಿರಿಯ ಸಾಹಿತಿಗಳು ಕೃತಿ ಬಿಡುಗಡೆ ಮಾಡಲಿದ್ದಾರೆ. ಕಸಾಪ ಜಿಲ್ಲಾಧ್ಯಕ್ಷ ಅಧ್ಯಕ್ಷತೆ ವಹಿಸಲಿದ್ದಾರೆ. ಮಲ್ಲಾಡಿಹಳ್ಳಿ ಶ್ರೀ ರಾಘವೇಂದ್ರ ಸ್ವಾಮೀಜಿ ಅವರ ಜೀವನ ಮತ್ತು ಸಾಧನೆಗಳನ್ನು ಕೃತಿಯಲ್ಲಿ ವಿವರಿಸಲಾಗಿದೆ. ಯೋಗ, ಆಯುರ್ವೇದ ಮತ್ತು ಸಮಾಜ ಸೇವೆಯಲ್ಲಿ ಶ್ರೀಗಳ ಕೊಡುಗೆ ಅಪಾರ. ಸಾಹಿತ್ಯಾಸಕ್ತರು ಭಾಗವಹಿಸಬೇಕು ಎಂದು ಸಂಘಟಕರು ಕೋರಿದ್ದಾರೆ. xyxy=(774,748,890,930)
